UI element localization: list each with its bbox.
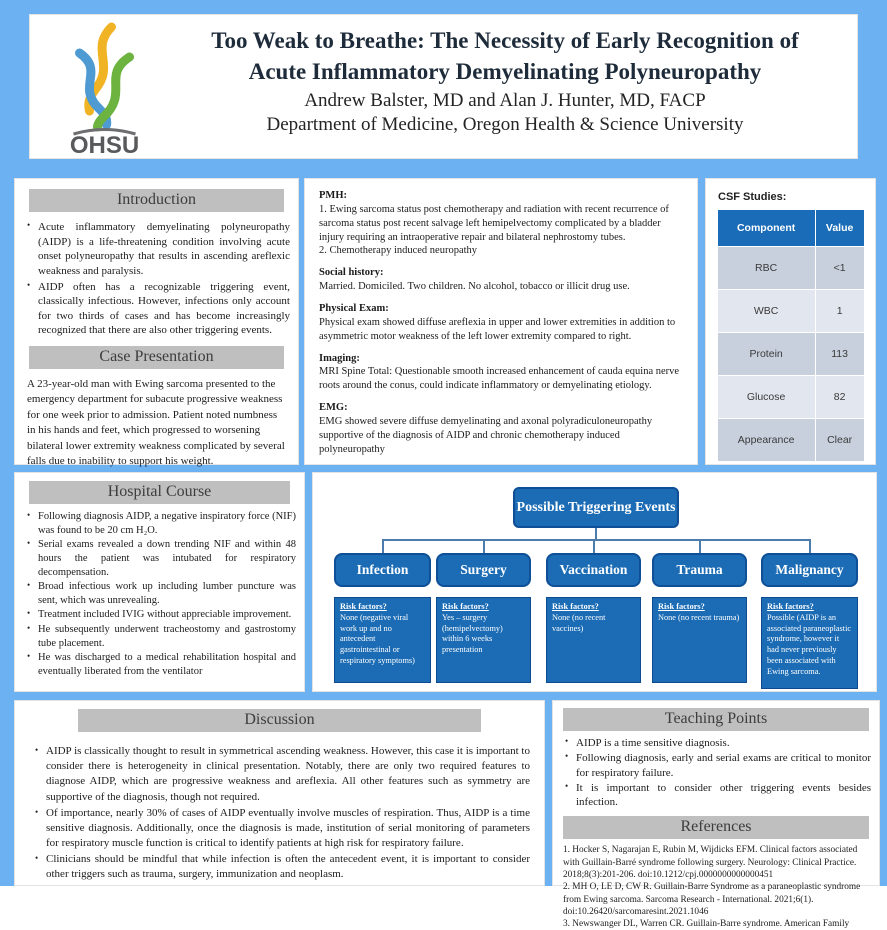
ohsu-logo xyxy=(52,23,157,159)
discussion-list xyxy=(33,744,530,883)
event-node-malignancy: Malignancy xyxy=(761,553,858,587)
bullet-item: • He subsequently underwent tracheostomy and gastrostomy tube placement. xyxy=(25,623,296,650)
csf-cell-value: 113 xyxy=(815,333,864,376)
table-row xyxy=(717,376,864,419)
event-node-surgery: Surgery xyxy=(436,553,531,587)
discussion-panel xyxy=(14,700,545,886)
csf-cell-component: WBC xyxy=(717,290,815,333)
hospital-course-list xyxy=(25,510,296,679)
teaching-points-panel xyxy=(552,700,880,930)
bullet-item: • Broad infectious work up including lumber puncture was sent, which was unrevealing. xyxy=(25,580,296,607)
connector-line xyxy=(809,539,811,553)
risk-label: Risk factors? xyxy=(340,602,387,611)
risk-label: Risk factors? xyxy=(442,602,489,611)
bullet-item: • Treatment included IVIG without appreciable improvement. xyxy=(25,608,296,622)
emg-heading: EMG: xyxy=(319,402,348,414)
social-history-heading: Social history: xyxy=(319,267,384,279)
reference-item: 3. Newswanger DL, Warren CR. Guillain-Barre syndrome. American Family xyxy=(563,919,850,930)
risk-box-surgery xyxy=(436,597,531,683)
risk-box-malignancy xyxy=(761,597,858,689)
social-history-section xyxy=(319,266,683,294)
bullet-item: • It is important to consider other triggering events besides infection. xyxy=(563,781,871,810)
bullet-item: • Following diagnosis, early and serial exams are critical to monitor for respiratory failure. xyxy=(563,751,871,780)
case-presentation-heading: Case Presentation xyxy=(29,346,284,369)
risk-text: None (no recent vaccines) xyxy=(552,612,606,633)
connector-line xyxy=(382,539,811,541)
csf-col-value: Value xyxy=(815,210,864,247)
logo-text: OHSU xyxy=(69,132,140,159)
references-list xyxy=(563,844,869,930)
bullet-item: • AIDP is a time sensitive diagnosis. xyxy=(563,736,871,750)
connector-line xyxy=(595,528,597,539)
csf-col-component: Component xyxy=(717,210,815,247)
introduction-list xyxy=(25,220,290,338)
reference-item: 1. Hocker S, Nagarajan E, Rubin M, Wijdicks EFM. Clinical factors associated with Guillain-Barré syndrome following surgery. Neurology: Clinical Practice. 2018;8(3):201-206. doi:10.1212/cpj.0000000000000451 xyxy=(563,845,858,881)
bullet-item: • Of importance, nearly 30% of cases of AIDP eventually involve muscles of respiration. Thus, AIDP is a time sensitive diagnosis. Additionally, once the diagnosis is made, institution of serial monitoring of parameters for respiratory muscle function is critical to identify patients at high risk for respiratory failure. xyxy=(33,806,530,852)
poster-header xyxy=(29,14,858,159)
case-presentation-text: A 23-year-old man with Ewing sarcoma presented to the emergency department for subacute progressive weakness for one week prior to admission. Patient noted numbness in his hands and feet, which progressed to worsening bilateral lower extremity weakness complicated by several falls due to inability to support his weight. xyxy=(27,378,285,467)
csf-cell-component: RBC xyxy=(717,247,815,290)
social-history-text: Married. Domiciled. Two children. No alcohol, tobacco or illicit drug use. xyxy=(319,281,630,293)
teaching-points-heading: Teaching Points xyxy=(563,708,869,731)
table-row xyxy=(717,333,864,376)
triggering-events-diagram xyxy=(312,472,877,692)
csf-cell-value: 82 xyxy=(815,376,864,419)
risk-label: Risk factors? xyxy=(658,602,705,611)
connector-line xyxy=(382,539,384,553)
bullet-item: • AIDP often has a recognizable triggering event, classically infectious. However, infections only account for two thirds of cases and has become increasingly recognized that there are also other triggering events. xyxy=(25,280,290,339)
references-heading: References xyxy=(563,816,869,839)
bullet-item: • AIDP is classically thought to result in symmetrical ascending weakness. However, this case it is important to consider there is heterogeneity in clinical presentation. Notably, there are only two required features to diagnose AIDP, which are progressive weakness and areflexia. All other features such as symmetry are supportive of the diagnosis, though not required. xyxy=(33,744,530,805)
csf-cell-value: <1 xyxy=(815,247,864,290)
bullet-item: • Clinicians should be mindful that while infection is often the antecedent event, it is important to consider other triggers such as trauma, surgery, immunization and neoplasm. xyxy=(33,852,530,882)
event-node-infection: Infection xyxy=(334,553,431,587)
csf-panel xyxy=(705,178,876,465)
emg-text: EMG showed severe diffuse demyelinating and axonal polyradiculoneuropathy supportive of the diagnosis of AIDP and chronic chemotherapy induced polyneuropathy xyxy=(319,416,653,455)
connector-line xyxy=(593,539,595,553)
pmh-line-1: 1. Ewing sarcoma status post chemotherapy and radiation with recent recurrence of sarcoma status post recent salvage left hemipelvectomy complicated by a bladder injury requiring an intraoperative repair and bilateral nephrostomy tubes. xyxy=(319,203,669,243)
introduction-heading: Introduction xyxy=(29,189,284,212)
emg-section xyxy=(319,401,683,456)
hospital-course-heading: Hospital Course xyxy=(29,481,289,504)
physical-exam-section xyxy=(319,302,683,344)
risk-label: Risk factors? xyxy=(552,602,599,611)
reference-item: 2. MH O, LE D, CW R. Guillain-Barre Syndrome as a paraneoplastic syndrome from Ewing sarcoma. Sarcoma Research - International. 2021;6(1). doi:10.26420/sarcomaresint.2021.1046 xyxy=(563,882,861,917)
risk-label: Risk factors? xyxy=(767,602,814,611)
authors-line: Andrew Balster, MD and Alan J. Hunter, MD, FACP xyxy=(304,90,706,112)
csf-table xyxy=(717,209,865,462)
risk-text: None (no recent trauma) xyxy=(658,612,740,622)
csf-heading: CSF Studies: xyxy=(718,191,787,203)
department-line: Department of Medicine, Oregon Health & Science University xyxy=(266,114,744,136)
diagram-root-node: Possible Triggering Events xyxy=(513,487,679,528)
imaging-text: MRI Spine Total: Questionable smooth increased enhancement of cauda equina nerve roots around the conus, could indicate inflammatory or demyelinating etiology. xyxy=(319,366,680,392)
csf-cell-value: 1 xyxy=(815,290,864,333)
pmh-line-2: 2. Chemotherapy induced neuropathy xyxy=(319,245,478,257)
risk-text: Possible (AIDP is an associated paraneoplastic syndrome, however it had never previously been associated with Ewing sarcoma. xyxy=(767,612,852,676)
csf-cell-component: Glucose xyxy=(717,376,815,419)
bullet-item: • Acute inflammatory demyelinating polyneuropathy (AIDP) is a life-threatening condition involving acute onset polyneuropathy that results in ascending areflexic weakness and paralysis. xyxy=(25,220,290,279)
connector-line xyxy=(483,539,485,553)
physical-exam-heading: Physical Exam: xyxy=(319,303,389,315)
table-row xyxy=(717,419,864,462)
imaging-heading: Imaging: xyxy=(319,352,360,364)
hospital-course-panel xyxy=(14,472,305,692)
bullet-item: • Serial exams revealed a down trending NIF and within 48 hours the patient was intubated for respiratory decompensation. xyxy=(25,538,296,579)
csf-cell-component: Protein xyxy=(717,333,815,376)
title-block xyxy=(160,25,850,136)
connector-line xyxy=(699,539,701,553)
bullet-item: • He was discharged to a medical rehabilitation hospital and eventually liberated from the ventilator xyxy=(25,651,296,678)
event-node-vaccination: Vaccination xyxy=(546,553,641,587)
csf-cell-component: Appearance xyxy=(717,419,815,462)
imaging-section xyxy=(319,352,683,394)
discussion-heading: Discussion xyxy=(78,709,480,732)
risk-box-infection xyxy=(334,597,431,683)
pmh-section xyxy=(319,189,683,258)
teaching-points-list xyxy=(563,736,871,809)
bullet-item: • Following diagnosis AIDP, a negative inspiratory force (NIF) was found to be 20 cm H₂O. xyxy=(25,510,296,537)
risk-box-trauma xyxy=(652,597,747,683)
risk-text: Yes – surgery (hemipelvectomy) within 6 weeks presentation xyxy=(442,612,503,655)
table-row xyxy=(717,290,864,333)
physical-exam-text: Physical exam showed diffuse areflexia in upper and lower extremities in addition to asymmetric motor weakness of the left lower extremity compared to right. xyxy=(319,316,676,342)
csf-header-row xyxy=(717,210,864,247)
poster-title xyxy=(160,25,850,87)
introduction-panel xyxy=(14,178,299,465)
event-node-trauma: Trauma xyxy=(652,553,747,587)
risk-text: None (negative viral work up and no antecedent gastrointestinal or respiratory symptoms) xyxy=(340,612,415,665)
history-panel xyxy=(304,178,698,465)
csf-cell-value: Clear xyxy=(815,419,864,462)
title-line-1: Too Weak to Breathe: The Necessity of Early Recognition of xyxy=(211,28,799,53)
title-line-2: Acute Inflammatory Demyelinating Polyneuropathy xyxy=(248,59,762,85)
table-row xyxy=(717,247,864,290)
pmh-heading: PMH: xyxy=(319,190,347,201)
risk-box-vaccination xyxy=(546,597,641,683)
